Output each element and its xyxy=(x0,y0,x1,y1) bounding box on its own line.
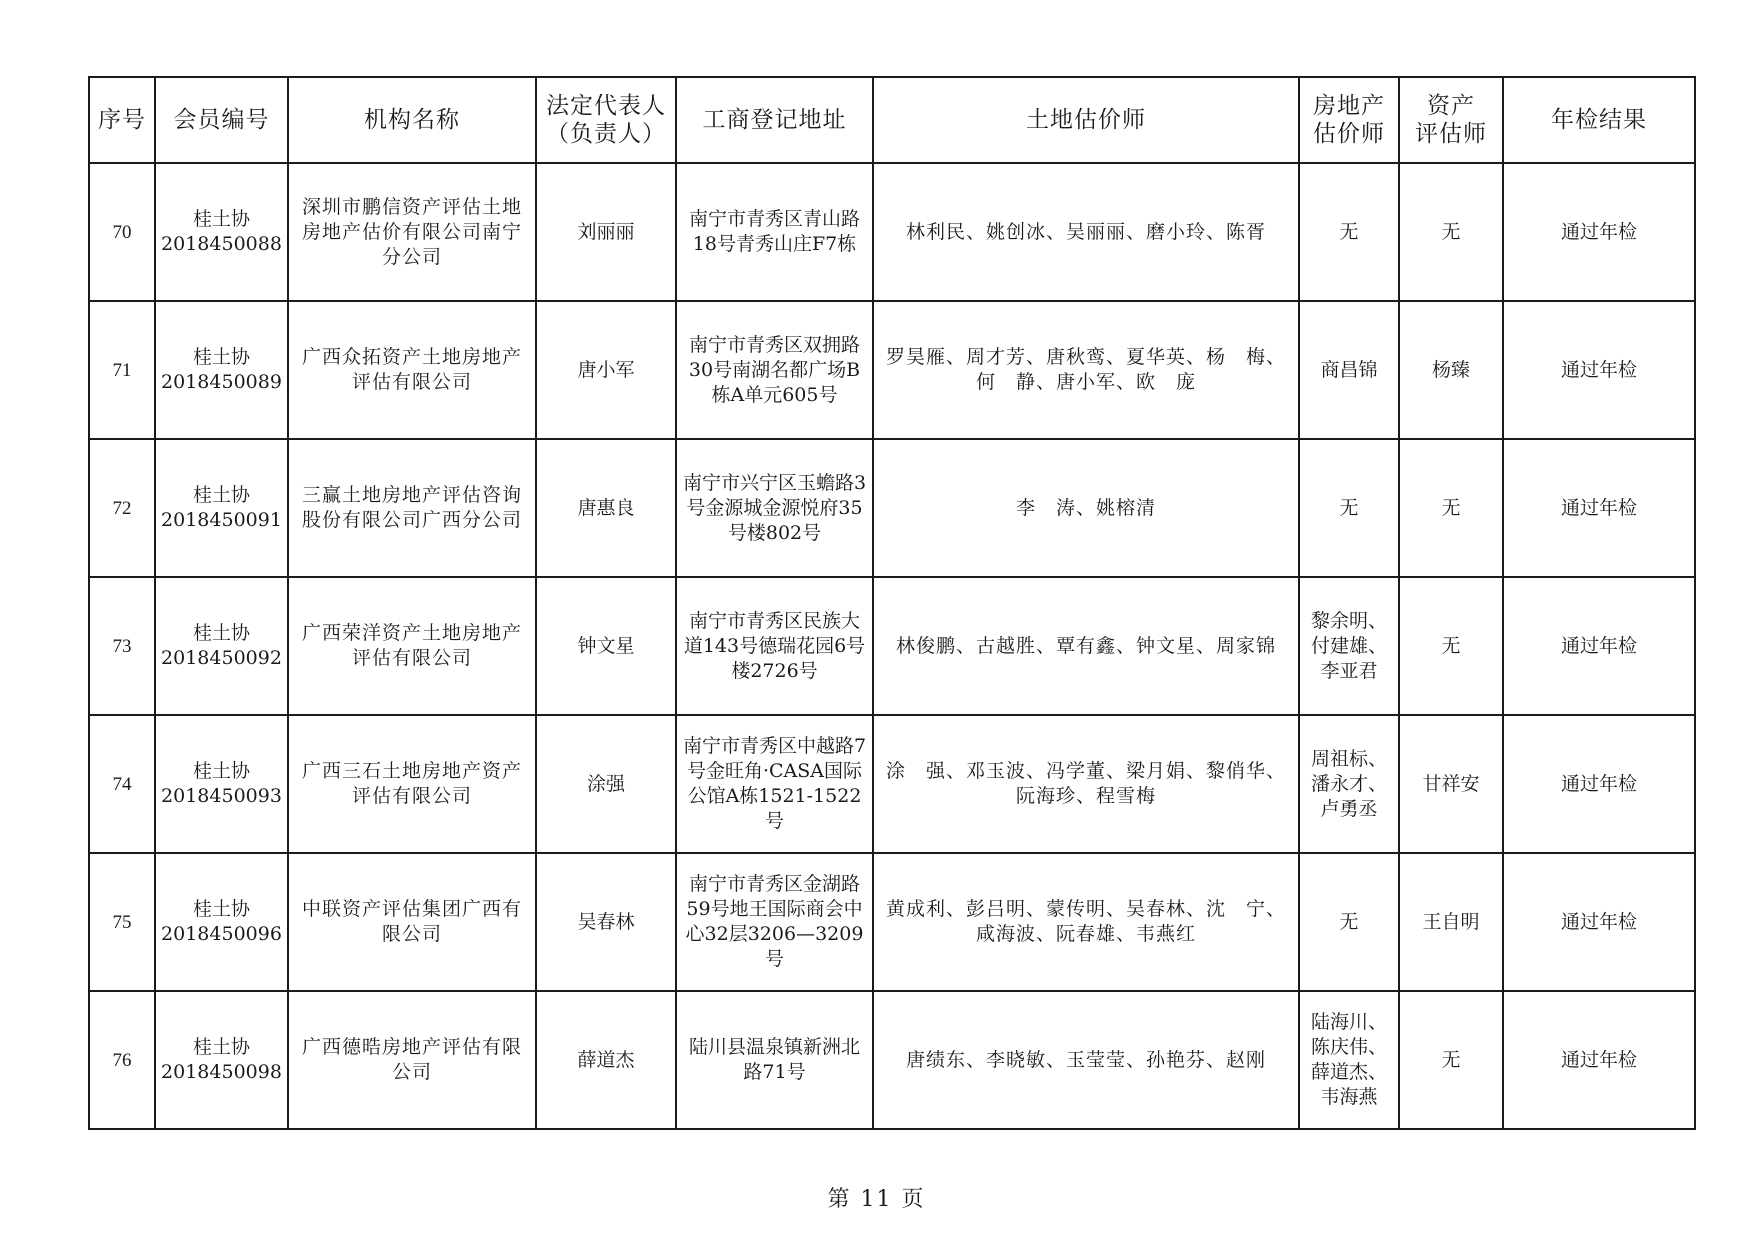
member-number: 2018450098 xyxy=(161,1061,282,1083)
header-legal-rep-line2: （负责人） xyxy=(546,121,666,147)
cell-legal-rep: 刘丽丽 xyxy=(536,163,676,301)
cell-result: 通过年检 xyxy=(1503,301,1695,439)
cell-result: 通过年检 xyxy=(1503,991,1695,1129)
cell-land-appraisers: 涂 强、邓玉波、冯学董、梁月娟、黎俏华、阮海珍、程雪梅 xyxy=(873,715,1299,853)
header-realestate-appraisers xyxy=(1299,77,1399,163)
cell-seq: 71 xyxy=(89,301,155,439)
realestate-appraiser-name: 商昌锦 xyxy=(1320,358,1378,381)
header-realestate-line2: 估价师 xyxy=(1313,121,1385,147)
member-number: 2018450088 xyxy=(161,233,282,255)
cell-seq: 72 xyxy=(89,439,155,577)
realestate-appraiser-name: 李亚君 xyxy=(1320,659,1378,682)
cell-member-no xyxy=(155,715,288,853)
cell-land-appraisers: 罗昊雁、周才芳、唐秋鸾、夏华英、杨 梅、何 静、唐小军、欧 庞 xyxy=(873,301,1299,439)
cell-seq: 73 xyxy=(89,577,155,715)
cell-member-no xyxy=(155,991,288,1129)
header-asset-line1: 资产 xyxy=(1427,93,1475,119)
table-row xyxy=(89,577,1695,715)
cell-address: 南宁市青秀区青山路18号青秀山庄F7栋 xyxy=(676,163,873,301)
cell-result: 通过年检 xyxy=(1503,439,1695,577)
cell-address: 南宁市兴宁区玉蟾路3号金源城金源悦府35号楼802号 xyxy=(676,439,873,577)
cell-member-no xyxy=(155,577,288,715)
member-number: 2018450093 xyxy=(161,785,282,807)
cell-asset-appraisers: 无 xyxy=(1399,577,1503,715)
cell-seq: 76 xyxy=(89,991,155,1129)
header-result: 年检结果 xyxy=(1503,77,1695,163)
realestate-appraiser-name: 周祖标、 xyxy=(1310,747,1387,770)
cell-asset-appraisers: 无 xyxy=(1399,163,1503,301)
cell-asset-appraisers: 无 xyxy=(1399,439,1503,577)
cell-realestate-appraisers xyxy=(1299,991,1399,1129)
cell-org-name: 中联资产评估集团广西有限公司 xyxy=(288,853,536,991)
cell-asset-appraisers: 无 xyxy=(1399,991,1503,1129)
cell-address: 南宁市青秀区双拥路30号南湖名都广场B栋A单元605号 xyxy=(676,301,873,439)
cell-org-name: 三赢土地房地产评估咨询股份有限公司广西分公司 xyxy=(288,439,536,577)
table-row xyxy=(89,439,1695,577)
member-prefix: 桂土协 xyxy=(192,1036,250,1058)
cell-address: 南宁市青秀区民族大道143号德瑞花园6号楼2726号 xyxy=(676,577,873,715)
header-member-no: 会员编号 xyxy=(155,77,288,163)
document-sheet xyxy=(88,76,1694,1130)
cell-legal-rep: 涂强 xyxy=(536,715,676,853)
header-legal-rep-line1: 法定代表人 xyxy=(546,93,666,119)
cell-result: 通过年检 xyxy=(1503,163,1695,301)
cell-realestate-appraisers xyxy=(1299,439,1399,577)
cell-land-appraisers: 唐绩东、李晓敏、玉莹莹、孙艳芬、赵刚 xyxy=(873,991,1299,1129)
cell-result: 通过年检 xyxy=(1503,853,1695,991)
realestate-appraiser-name: 卢勇丞 xyxy=(1320,797,1378,820)
table-row xyxy=(89,991,1695,1129)
cell-realestate-appraisers xyxy=(1299,853,1399,991)
cell-land-appraisers: 李 涛、姚榕清 xyxy=(873,439,1299,577)
cell-legal-rep: 钟文星 xyxy=(536,577,676,715)
cell-member-no xyxy=(155,163,288,301)
table-row xyxy=(89,853,1695,991)
cell-address: 南宁市青秀区金湖路59号地王国际商会中心32层3206—3209号 xyxy=(676,853,873,991)
cell-member-no xyxy=(155,439,288,577)
cell-legal-rep: 唐小军 xyxy=(536,301,676,439)
member-number: 2018450096 xyxy=(161,923,282,945)
table-row xyxy=(89,715,1695,853)
cell-member-no xyxy=(155,853,288,991)
cell-land-appraisers: 林利民、姚创冰、吴丽丽、磨小玲、陈胥 xyxy=(873,163,1299,301)
cell-org-name: 广西荣洋资产土地房地产评估有限公司 xyxy=(288,577,536,715)
member-roster-table xyxy=(88,76,1696,1130)
table-row xyxy=(89,163,1695,301)
header-realestate-line1: 房地产 xyxy=(1313,93,1385,119)
header-legal-rep xyxy=(536,77,676,163)
realestate-appraiser-name: 陈庆伟、 xyxy=(1310,1036,1387,1058)
cell-org-name: 广西众拓资产土地房地产评估有限公司 xyxy=(288,301,536,439)
member-number: 2018450092 xyxy=(161,647,282,669)
cell-realestate-appraisers xyxy=(1299,577,1399,715)
table-body xyxy=(89,163,1695,1129)
page-number: 第 11 页 xyxy=(827,1187,926,1212)
cell-legal-rep: 吴春林 xyxy=(536,853,676,991)
cell-asset-appraisers: 甘祥安 xyxy=(1399,715,1503,853)
header-asset-appraisers xyxy=(1399,77,1503,163)
realestate-appraiser-name: 韦海燕 xyxy=(1320,1086,1378,1108)
cell-seq: 70 xyxy=(89,163,155,301)
cell-realestate-appraisers xyxy=(1299,301,1399,439)
header-org-name: 机构名称 xyxy=(288,77,536,163)
cell-address: 南宁市青秀区中越路7号金旺角·CASA国际公馆A栋1521-1522号 xyxy=(676,715,873,853)
cell-result: 通过年检 xyxy=(1503,577,1695,715)
header-asset-line2: 评估师 xyxy=(1415,121,1487,147)
realestate-appraiser-name: 薛道杰、 xyxy=(1310,1061,1387,1083)
cell-seq: 74 xyxy=(89,715,155,853)
cell-member-no xyxy=(155,301,288,439)
member-number: 2018450091 xyxy=(161,509,282,531)
realestate-appraiser-name: 无 xyxy=(1339,910,1359,933)
realestate-appraiser-name: 黎余明、 xyxy=(1310,609,1387,632)
cell-org-name: 广西三石土地房地产资产评估有限公司 xyxy=(288,715,536,853)
table-header-row xyxy=(89,77,1695,163)
realestate-appraiser-name: 潘永才、 xyxy=(1310,772,1387,795)
member-prefix: 桂土协 xyxy=(192,346,250,368)
cell-asset-appraisers: 杨臻 xyxy=(1399,301,1503,439)
cell-org-name: 深圳市鹏信资产评估土地房地产估价有限公司南宁分公司 xyxy=(288,163,536,301)
realestate-appraiser-name: 陆海川、 xyxy=(1310,1011,1387,1033)
cell-realestate-appraisers xyxy=(1299,163,1399,301)
table-row xyxy=(89,301,1695,439)
cell-asset-appraisers: 王自明 xyxy=(1399,853,1503,991)
member-prefix: 桂土协 xyxy=(192,484,250,506)
cell-result: 通过年检 xyxy=(1503,715,1695,853)
member-prefix: 桂土协 xyxy=(192,898,250,920)
realestate-appraiser-name: 无 xyxy=(1339,220,1359,243)
member-prefix: 桂土协 xyxy=(192,622,250,644)
header-address: 工商登记地址 xyxy=(676,77,873,163)
member-prefix: 桂土协 xyxy=(192,760,250,782)
cell-realestate-appraisers xyxy=(1299,715,1399,853)
header-land-appraisers: 土地估价师 xyxy=(873,77,1299,163)
cell-land-appraisers: 林俊鹏、古越胜、覃有鑫、钟文星、周家锦 xyxy=(873,577,1299,715)
realestate-appraiser-name: 付建雄、 xyxy=(1310,634,1387,657)
cell-land-appraisers: 黄成利、彭吕明、蒙传明、吴春林、沈 宁、咸海波、阮春雄、韦燕红 xyxy=(873,853,1299,991)
member-prefix: 桂土协 xyxy=(192,208,250,230)
cell-org-name: 广西德晧房地产评估有限公司 xyxy=(288,991,536,1129)
cell-seq: 75 xyxy=(89,853,155,991)
realestate-appraiser-name: 无 xyxy=(1339,496,1359,519)
cell-legal-rep: 唐惠良 xyxy=(536,439,676,577)
member-number: 2018450089 xyxy=(161,371,282,393)
cell-legal-rep: 薛道杰 xyxy=(536,991,676,1129)
cell-address: 陆川县温泉镇新洲北路71号 xyxy=(676,991,873,1129)
header-seq: 序号 xyxy=(89,77,155,163)
